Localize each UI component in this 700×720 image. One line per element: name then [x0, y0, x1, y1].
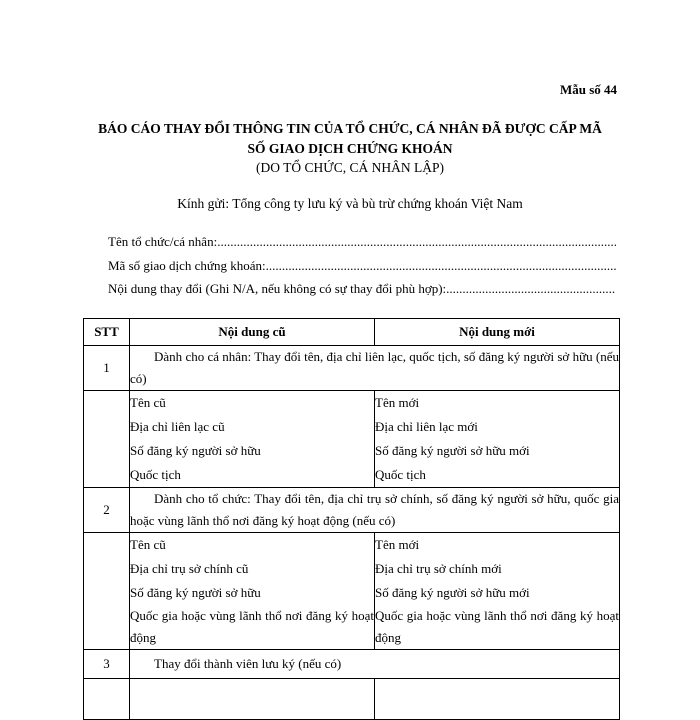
title-line-1: BÁO CÁO THAY ĐỔI THÔNG TIN CỦA TỔ CHỨC, CÁ NHÂN ĐÃ ĐƯỢC CẤP MÃ: [98, 121, 602, 136]
field-org-name: [108, 234, 616, 250]
section-1-text: Dành cho cá nhân: Thay đổi tên, địa chỉ liên lạc, quốc tịch, số đăng ký người sở hữu (nếu có): [130, 349, 619, 386]
section-2-description: [130, 488, 620, 533]
list-item: Địa chỉ liên lạc cũ: [130, 419, 225, 434]
list-item: Số đăng ký người sở hữu: [130, 585, 261, 600]
header-stt: STT: [84, 319, 130, 346]
list-item: Địa chỉ trụ sở chính mới: [375, 561, 502, 576]
section-1-new-list: [375, 391, 620, 488]
section-2-old-list: [130, 533, 375, 650]
field-org-name-label: Tên tổ chức/cá nhân:: [108, 234, 218, 249]
field-org-name-blank: [217, 234, 616, 250]
section-2-number: 2: [84, 488, 130, 533]
list-item: Quốc gia hoặc vùng lãnh thổ nơi đăng ký hoạt động: [375, 608, 619, 645]
section-3-new-cell: [375, 679, 620, 720]
section-3-text: Thay đổi thành viên lưu ký (nếu có): [154, 656, 342, 671]
list-item: Địa chỉ trụ sở chính cũ: [130, 561, 249, 576]
list-item: Số đăng ký người sở hữu mới: [375, 443, 530, 458]
list-item: Số đăng ký người sở hữu: [130, 443, 261, 458]
changes-table: [83, 318, 620, 720]
field-change-content-label: Nội dung thay đổi (Ghi N/A, nếu không có sự thay đổi phù hợp):: [108, 281, 447, 296]
section-1-old-list: [130, 391, 375, 488]
section-1-detail-row: [84, 391, 620, 488]
section-1-detail-stt: [84, 391, 130, 488]
field-trading-code: [108, 258, 616, 274]
section-3-detail-row: [84, 679, 620, 720]
section-2-detail-row: [84, 533, 620, 650]
header-new-content: Nội dung mới: [375, 319, 620, 346]
section-1-description: [130, 346, 620, 391]
section-3-detail-stt: [84, 679, 130, 720]
field-change-content: [108, 281, 616, 297]
list-item: Địa chỉ liên lạc mới: [375, 419, 478, 434]
section-1-row: [84, 346, 620, 391]
recipient-line: Kính gửi: Tổng công ty lưu ký và bù trừ chứng khoán Việt Nam: [177, 196, 523, 211]
list-item: Tên mới: [375, 395, 420, 410]
title-line-3: (DO TỔ CHỨC, CÁ NHÂN LẬP): [256, 160, 444, 175]
list-item: Tên cũ: [130, 537, 166, 552]
section-2-text: Dành cho tổ chức: Thay đổi tên, địa chỉ trụ sở chính, số đăng ký người sở hữu, quốc gia hoặc vùng lãnh thổ nơi đăng ký hoạt động (nếu có): [130, 491, 619, 528]
section-1-number: 1: [84, 346, 130, 391]
field-trading-code-label: Mã số giao dịch chứng khoán:: [108, 258, 266, 273]
section-3-description: [130, 650, 620, 679]
list-item: Số đăng ký người sở hữu mới: [375, 585, 530, 600]
table-header-row: [84, 319, 620, 346]
section-2-row: [84, 488, 620, 533]
list-item: Tên mới: [375, 537, 420, 552]
header-old-content: Nội dung cũ: [130, 319, 375, 346]
list-item: Quốc gia hoặc vùng lãnh thổ nơi đăng ký hoạt động: [130, 608, 374, 645]
field-trading-code-blank: [266, 258, 616, 274]
section-3-row: [84, 650, 620, 679]
list-item: Quốc tịch: [130, 467, 181, 482]
field-change-content-blank: [446, 281, 616, 297]
section-3-old-cell: [130, 679, 375, 720]
list-item: Quốc tịch: [375, 467, 426, 482]
form-number: Mẫu số 44: [559, 82, 617, 97]
list-item: Tên cũ: [130, 395, 166, 410]
section-3-number: 3: [84, 650, 130, 679]
section-2-new-list: [375, 533, 620, 650]
title-line-2: SỐ GIAO DỊCH CHỨNG KHOÁN: [247, 141, 453, 156]
